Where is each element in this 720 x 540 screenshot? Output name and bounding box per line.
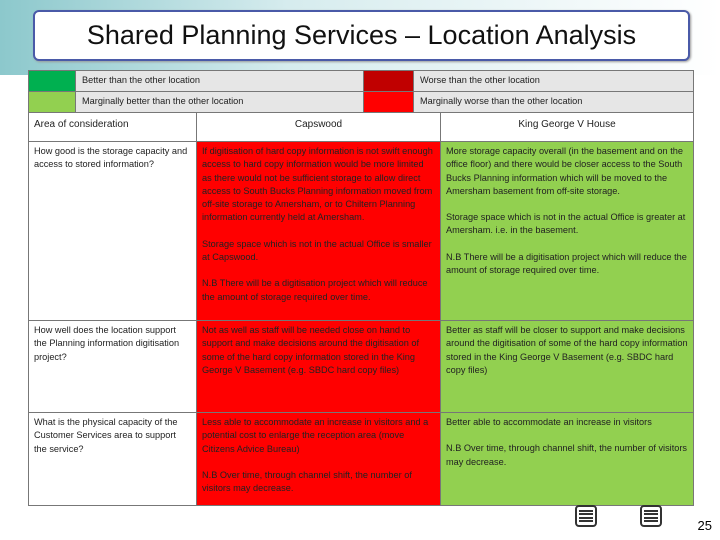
list-document-icon [640,505,662,527]
legend-swatch-better [29,71,76,92]
cell-text: More storage capacity overall (in the basement and on the office floor) and there would be closer access to the South Bucks Planning information which will be moved to the Amersham basement from off-site storage. [446,146,683,196]
kgv-cell [441,321,694,413]
cell-text: N.B There will be a digitisation project which will reduce the amount of storage required over time. [446,251,687,276]
legend-label-better: Better than the other location [76,71,364,92]
cell-text: Less able to accommodate an increase in visitors and a potential cost to enlarge the reception area (move Citizens Advice Bureau) [202,417,429,454]
appendix-2-link[interactable] [640,505,662,527]
cell-text: N.B Over time, through channel shift, the number of visitors may decrease. [446,443,688,467]
cell-text: N.B Over time, through channel shift, the number of visitors may decrease. [202,469,412,494]
table-row [29,321,694,413]
legend-swatch-marginally-better [29,92,76,113]
legend-label-worse: Worse than the other location [414,71,694,92]
header-kgv: King George V House [441,113,694,142]
capswood-cell [197,413,441,506]
cell-text: Storage space which is not in the actual Office is greater at Amersham. i.e. in the basement. [446,212,686,236]
cell-text: Better able to accommodate an increase in visitors [446,417,652,427]
page-number: 25 [697,518,712,533]
area-cell: How well does the location support the Planning information digitisation project? [29,321,197,413]
legend-swatch-marginally-worse [364,92,414,113]
legend-table [28,70,694,113]
kgv-cell [441,413,694,506]
appendix-1-link[interactable] [575,505,597,527]
cell-text: If digitisation of hard copy information is not swift enough access to hard copy information would be more limited as there would not be sufficient storage to allow direct access to South Bucks Planning information moved from off-site storage to Amersham, or to Chiltern Planning information currently held at Amersham. [202,146,433,223]
cell-text: Storage space which is not in the actual Office is smaller at Capswood. [202,238,432,263]
cell-text: Not as well as staff will be needed close on hand to support and make decisions around the digitisation of some of the hard copy information stored in the King George V Basement (e.g. SBDC hard copy files) [202,325,420,375]
header-capswood: Capswood [197,113,441,142]
capswood-cell [197,321,441,413]
cell-text: N.B There will be a digitisation project which will reduce the amount of storage required over time. [202,278,428,302]
table-row [29,142,694,321]
legend-label-marginally-worse: Marginally worse than the other location [414,92,694,113]
header-area: Area of consideration [29,113,197,142]
capswood-cell [197,142,441,321]
table-row [29,413,694,506]
area-cell: How good is the storage capacity and access to stored information? [29,142,197,321]
comparison-table [28,112,694,506]
legend-swatch-worse [364,71,414,92]
kgv-cell [441,142,694,321]
legend-label-marginally-better: Marginally better than the other location [76,92,364,113]
area-cell: What is the physical capacity of the Customer Services area to support the service? [29,413,197,506]
list-document-icon [575,505,597,527]
slide-title: Shared Planning Services – Location Analysis [33,10,690,61]
cell-text: Better as staff will be closer to support and make decisions around the digitisation of some of the hard copy information stored in the King George V Basement (e.g. SBDC hard copy files) [446,325,688,375]
